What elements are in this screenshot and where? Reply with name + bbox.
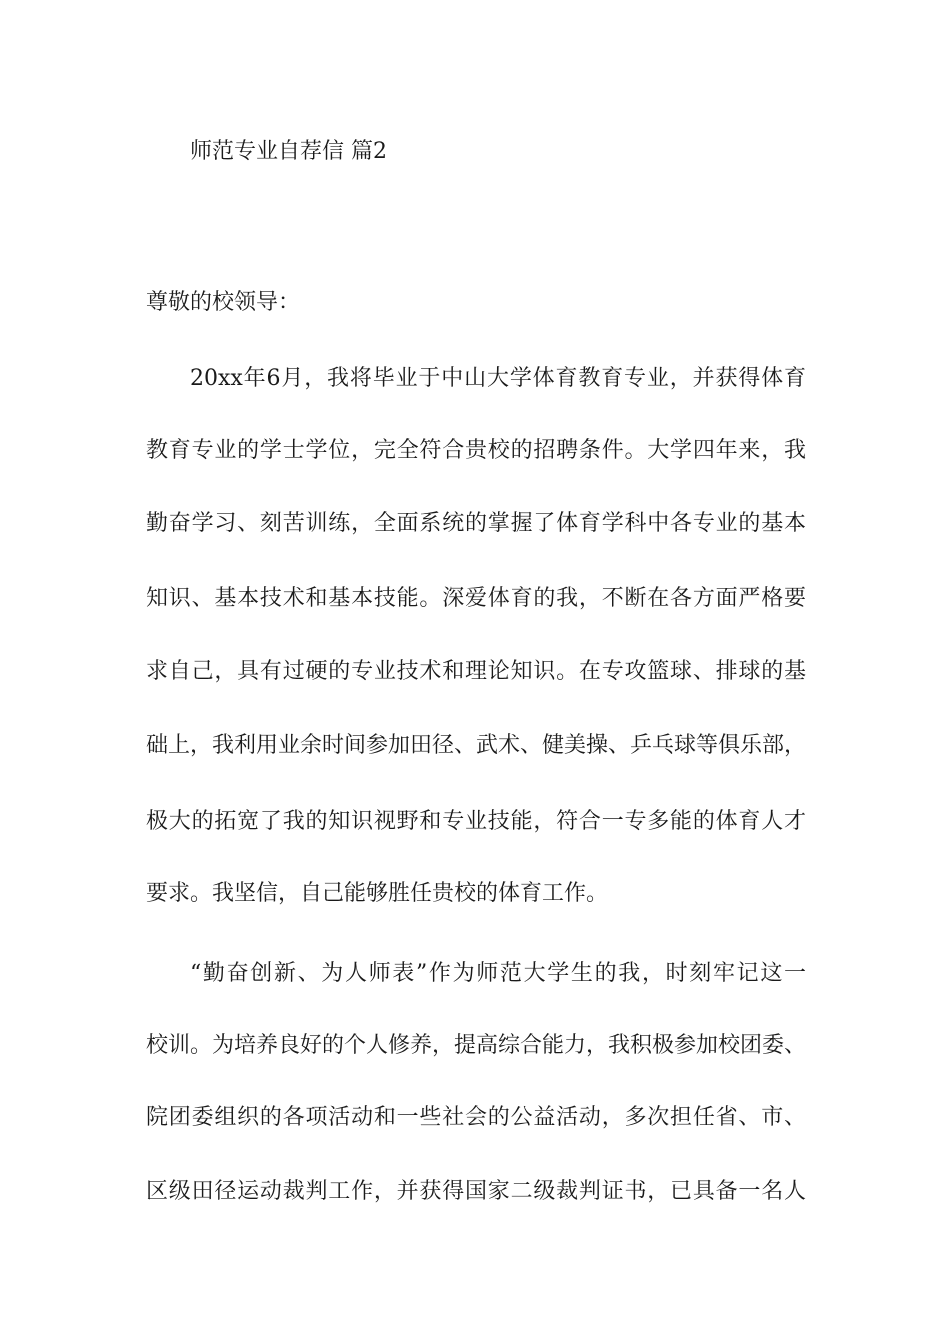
paragraph-1-line-2: 教育专业的学士学位，完全符合贵校的招聘条件。大学四年来，我 xyxy=(146,438,806,463)
paragraph-1-line-4: 知识、基本技术和基本技能。深爱体育的我，不断在各方面严格要 xyxy=(146,586,806,611)
salutation: 尊敬的校领导： xyxy=(146,290,301,315)
paragraph-2-line-2: 校训。为培养良好的个人修养，提高综合能力，我积极参加校团委、 xyxy=(146,1033,807,1058)
document-title: 师范专业自荐信 篇2 xyxy=(190,139,387,164)
paragraph-1-line-8: 要求。我坚信，自己能够胜任贵校的体育工作。 xyxy=(146,881,609,906)
paragraph-1-line-6: 础上，我利用业余时间参加田径、武术、健美操、乒乓球等俱乐部， xyxy=(146,733,807,758)
paragraph-1-line-1: 20xx年6月，我将毕业于中山大学体育教育专业，并获得体育 xyxy=(190,366,806,391)
paragraph-1-line-3: 勤奋学习、刻苦训练，全面系统的掌握了体育学科中各专业的基本 xyxy=(146,511,806,536)
paragraph-1-line-7: 极大的拓宽了我的知识视野和专业技能，符合一专多能的体育人才 xyxy=(146,809,806,834)
paragraph-2-line-1: “勤奋创新、为人师表”作为师范大学生的我，时刻牢记这一 xyxy=(190,961,806,986)
paragraph-2-line-4: 区级田径运动裁判工作，并获得国家二级裁判证书，已具备一名人 xyxy=(146,1179,806,1204)
paragraph-1-line-5: 求自己，具有过硬的专业技术和理论知识。在专攻篮球、排球的基 xyxy=(146,659,806,684)
paragraph-2-line-3: 院团委组织的各项活动和一些社会的公益活动，多次担任省、市、 xyxy=(146,1105,806,1130)
